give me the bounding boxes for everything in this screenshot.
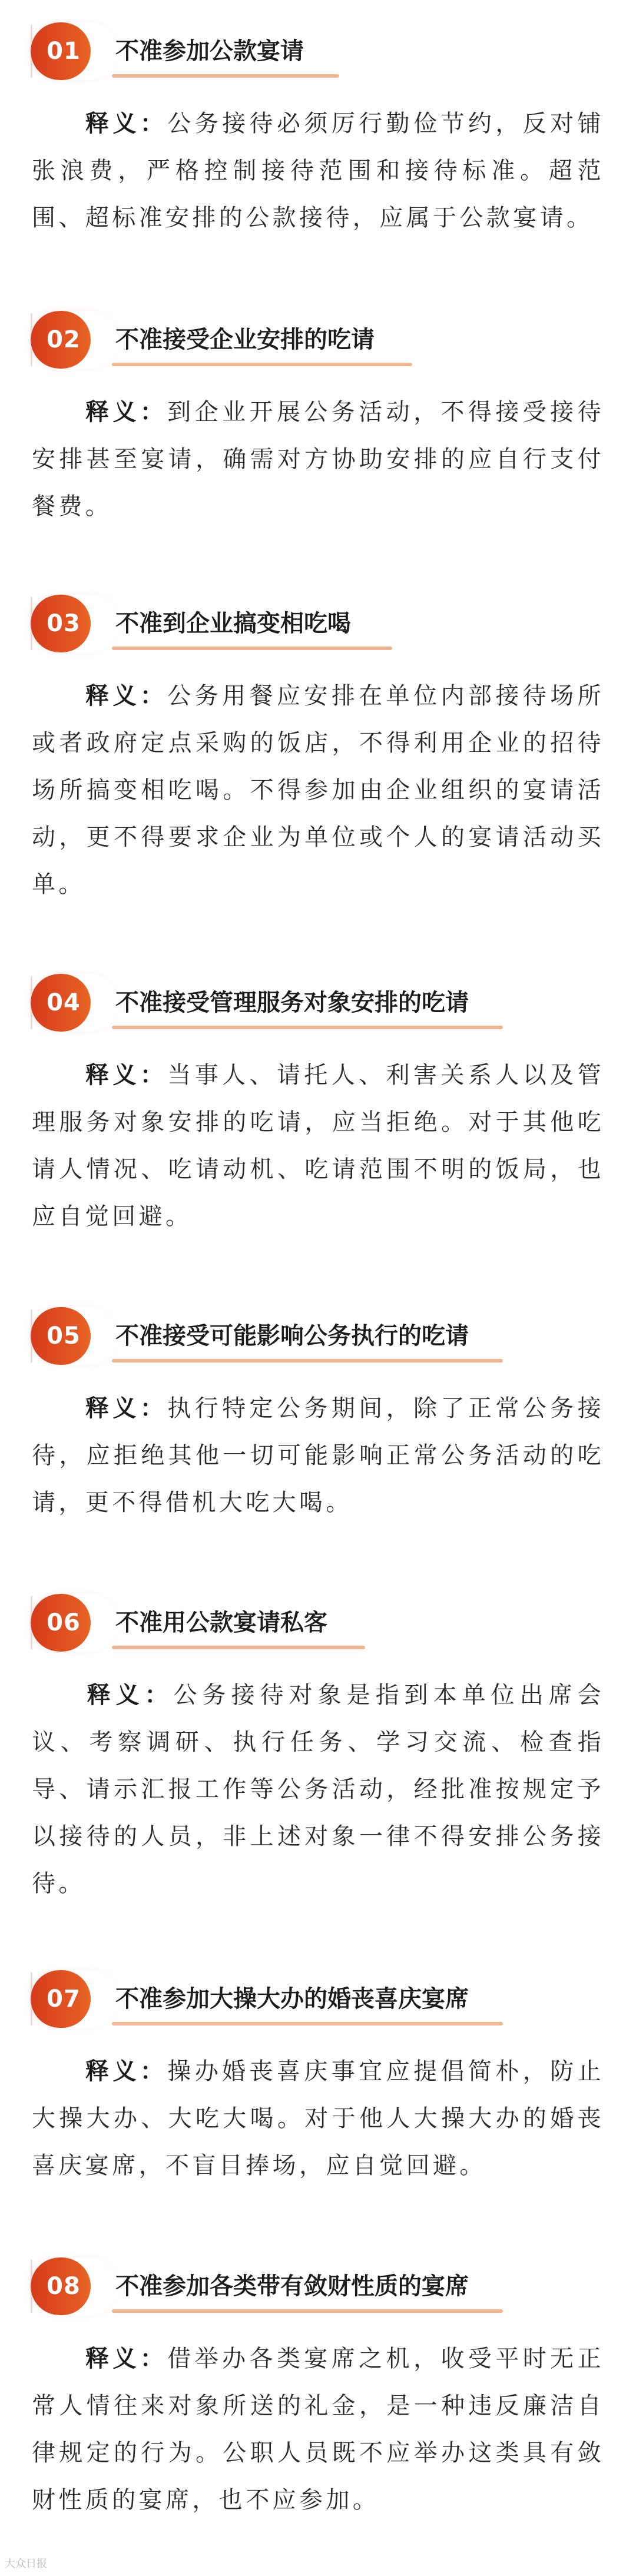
rule-section-06 [0,1588,636,1907]
rule-number: 02 [47,326,81,353]
rule-section-03 [0,589,636,908]
rule-number: 08 [47,2273,81,2300]
explain-label: 释义： [85,1682,174,1709]
rule-explanation: 借举办各类宴席之机，收受平时无正常人情往来对象所送的礼金，是一种违反廉洁自律规定的行为。公职人员既不应举办这类具有敛财性质的宴席，也不应参加。 [32,2345,605,2514]
explain-label: 释义： [85,399,168,426]
rule-title: 不准到企业搞变相吃喝 [115,610,351,637]
title-underline [112,363,412,366]
title-underline [112,74,339,78]
explain-label: 释义： [85,682,168,710]
explain-label: 释义： [85,2058,168,2085]
rule-header [0,968,636,1039]
rule-body [32,672,604,908]
rule-number-badge [31,1970,119,2028]
rule-number-badge [31,311,119,369]
rule-number-badge [31,22,119,80]
rule-number: 07 [47,1985,81,2013]
rule-title: 不准接受可能影响公务执行的吃请 [115,1322,469,1350]
rule-title: 不准参加公款宴请 [115,38,304,65]
title-underline [112,647,392,650]
rule-header [0,1964,636,2035]
rule-section-08 [0,2252,636,2524]
rule-number: 05 [47,1322,81,1350]
rule-number: 03 [47,610,81,637]
rule-title: 不准参加各类带有敛财性质的宴席 [115,2273,469,2300]
explain-label: 释义： [85,110,168,137]
rule-body [32,1385,604,1526]
rule-header [0,1301,636,1372]
rule-section-05 [0,1301,636,1526]
rule-number: 06 [47,1609,81,1636]
title-underline [112,2022,503,2025]
rule-explanation: 操办婚丧喜庆事宜应提倡简朴，防止大操大办、大吃大喝。对于他人大操大办的婚丧喜庆宴席，不盲目捧场，应自觉回避。 [32,2058,605,2179]
rule-number: 04 [47,989,81,1016]
rule-header [0,2252,636,2322]
rule-body [32,1672,604,1907]
rule-body [32,1052,604,1240]
rule-title: 不准用公款宴请私客 [115,1609,327,1636]
rule-number-badge [31,595,119,652]
rule-header [0,1588,636,1659]
rule-explanation: 到企业开展公务活动，不得接受接待安排甚至宴请，确需对方协助安排的应自行支付餐费。 [32,399,605,520]
rule-header [0,589,636,659]
rule-number-badge [31,2257,119,2315]
explain-label: 释义： [85,1062,168,1089]
rule-header [0,16,636,87]
rule-number: 01 [47,38,81,65]
rule-number-badge [31,1594,119,1652]
rule-section-02 [0,305,636,530]
rule-body [32,2048,604,2189]
rule-explanation: 当事人、请托人、利害关系人以及管理服务对象安排的吃请，应当拒绝。对于其他吃请人情况、吃请动机、吃请范围不明的饭局，也应自觉回避。 [32,1062,605,1230]
rule-title: 不准接受企业安排的吃请 [115,326,375,353]
rule-body [32,389,604,530]
rule-title: 不准参加大操大办的婚丧喜庆宴席 [115,1985,469,2013]
rule-explanation: 执行特定公务期间，除了正常公务接待，应拒绝其他一切可能影响正常公务活动的吃请，更不得借机大吃大喝。 [32,1395,605,1516]
rule-explanation: 公务用餐应安排在单位内部接待场所或者政府定点采购的饭店，不得利用企业的招待场所搞变相吃喝。不得参加由企业组织的宴请活动，更不得要求企业为单位或个人的宴请活动买单。 [32,682,605,898]
title-underline [112,1646,365,1649]
rule-header [0,305,636,376]
rule-number-badge [31,1307,119,1365]
title-underline [112,1359,503,1362]
rule-body [32,100,604,241]
title-underline [112,1026,503,1029]
rule-explanation: 公务接待对象是指到本单位出席会议、考察调研、执行任务、学习交流、检查指导、请示汇报工作等公务活动，经批准按规定予以接待的人员，非上述对象一律不得安排公务接待。 [32,1682,605,1897]
explain-label: 释义： [85,2345,168,2372]
rule-section-01 [0,16,636,241]
explain-label: 释义： [85,1395,168,1422]
rule-section-07 [0,1964,636,2189]
rule-number-badge [31,974,119,1032]
title-underline [112,2309,503,2313]
rule-section-04 [0,968,636,1240]
rule-body [32,2335,604,2524]
watermark: 大众日报 [5,2558,47,2570]
rule-explanation: 公务接待必须厉行勤俭节约，反对铺张浪费，严格控制接待范围和接待标准。超范围、超标准安排的公款接待，应属于公款宴请。 [32,110,605,231]
rule-title: 不准接受管理服务对象安排的吃请 [115,989,469,1016]
